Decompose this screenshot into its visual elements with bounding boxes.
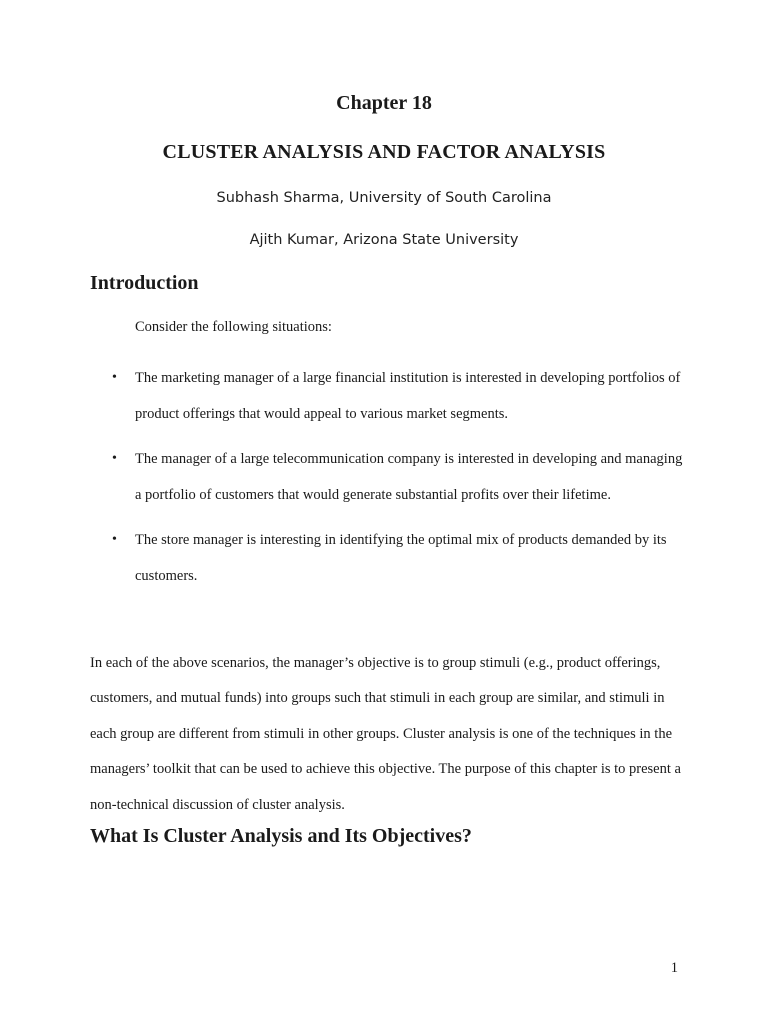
chapter-title: CLUSTER ANALYSIS AND FACTOR ANALYSIS: [162, 141, 606, 163]
intro-lead-text: Consider the following situations:: [135, 319, 332, 335]
list-item: [90, 360, 690, 432]
section-heading-introduction: Introduction: [90, 272, 199, 294]
list-item-text: The store manager is interesting in identifying the optimal mix of products demanded by its customers.: [135, 532, 667, 584]
list-item: [90, 441, 690, 513]
page-number: 1: [670, 960, 678, 976]
list-item-text: The marketing manager of a large financial institution is interested in developing portfolios of product offerings that would appeal to various market segments.: [135, 370, 681, 422]
list-item-text: The manager of a large telecommunication company is interested in developing and managing a portfolio of customers that would generate substantial profits over their lifetime.: [135, 451, 683, 503]
bullet-icon: •: [112, 532, 117, 547]
section-heading-what-is-cluster-analysis: What Is Cluster Analysis and Its Objectives?: [90, 825, 472, 847]
situations-list: [90, 360, 690, 603]
body-paragraph: In each of the above scenarios, the manager’s objective is to group stimuli (e.g., product offerings, customers, and mutual funds) into groups such that stimuli in each group are similar, and stimuli in each group are different from stimuli in other groups. Cluster analysis is one of the techniques in the managers’ toolkit that can be used to achieve this objective. The purpose of this chapter is to present a non-technical discussion of cluster analysis.: [90, 654, 681, 813]
chapter-number: Chapter 18: [336, 92, 432, 114]
list-item: [90, 522, 690, 594]
bullet-icon: •: [112, 451, 117, 466]
author-line: Ajith Kumar, Arizona State University: [249, 232, 519, 248]
bullet-icon: •: [112, 370, 117, 385]
author-line: Subhash Sharma, University of South Carolina: [216, 190, 552, 206]
